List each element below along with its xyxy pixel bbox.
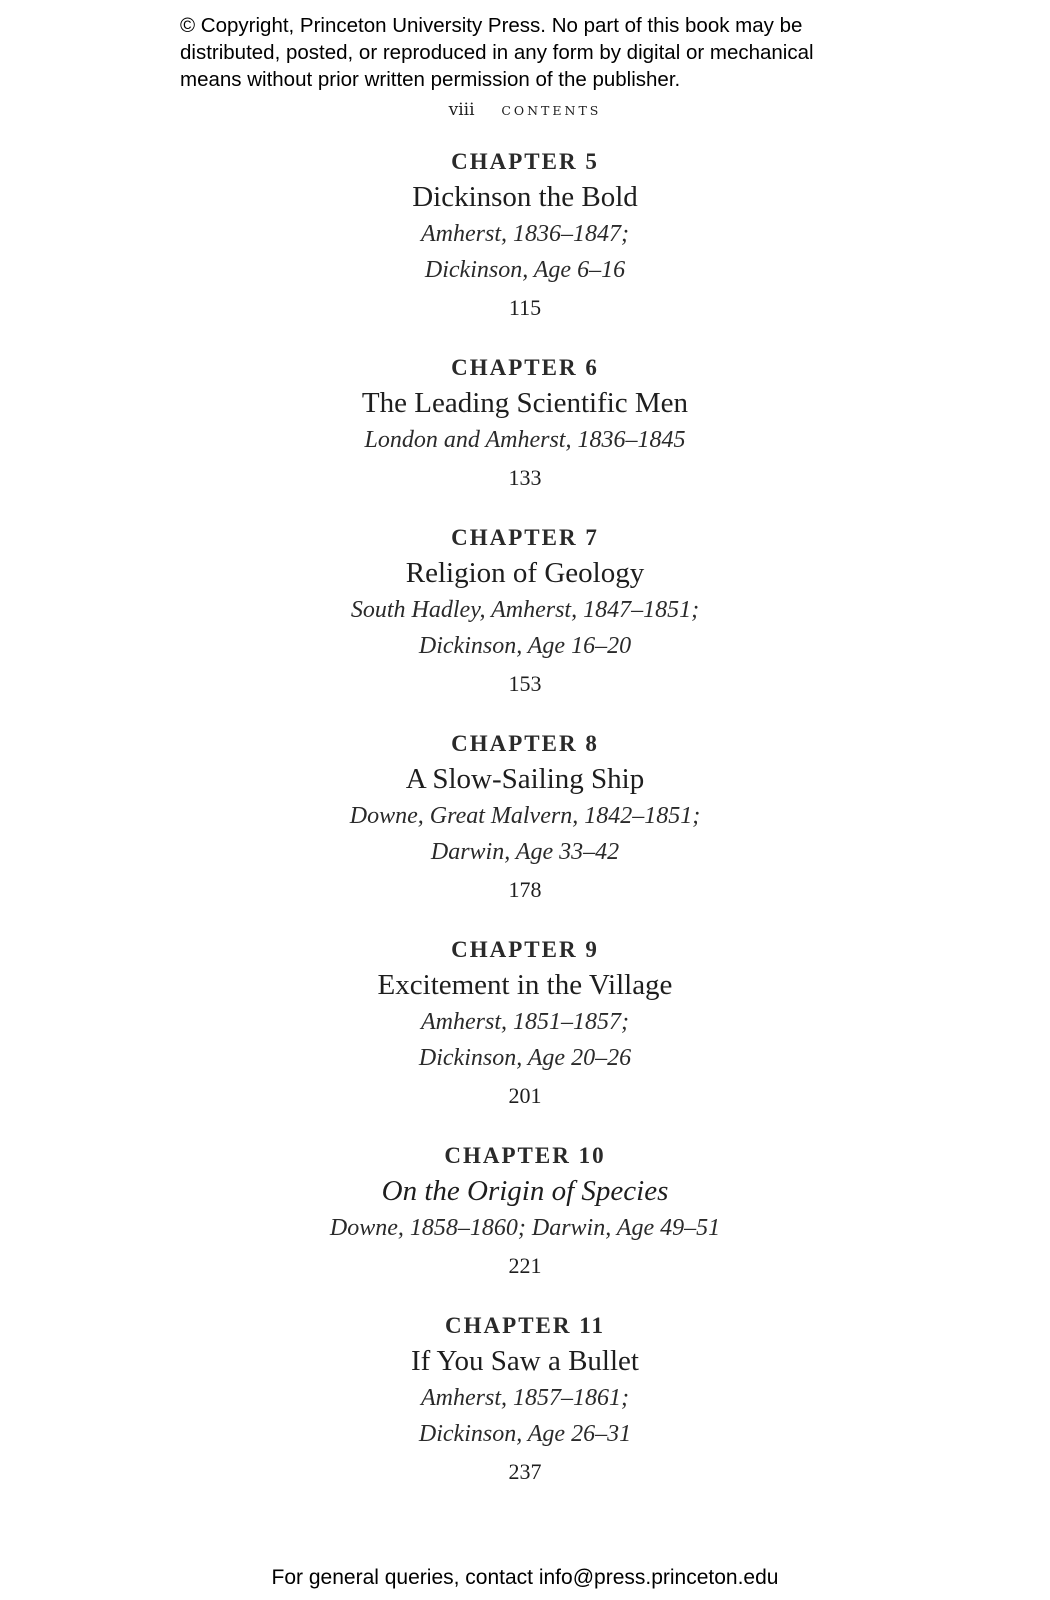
chapter-title: Excitement in the Village [377, 969, 673, 1001]
toc-entry-chapter-10[interactable] [0, 1140, 1050, 1284]
footer-contact: For general queries, contact info@press.princeton.edu [271, 1566, 779, 1589]
copyright-line: means without prior written permission of the publisher. [180, 68, 681, 91]
chapter-subtitle: Amherst, 1857–1861; [421, 1385, 629, 1411]
section-title: CONTENTS [501, 103, 602, 118]
chapter-page-number: 237 [508, 1459, 542, 1484]
chapter-page-number: 153 [508, 671, 542, 696]
chapter-subtitle: London and Amherst, 1836–1845 [364, 427, 686, 453]
toc-entry-chapter-9[interactable] [0, 934, 1050, 1114]
chapter-title: A Slow-Sailing Ship [405, 763, 645, 795]
chapter-subtitle: Downe, 1858–1860; Darwin, Age 49–51 [329, 1215, 721, 1241]
chapter-subtitle: Dickinson, Age 16–20 [418, 633, 632, 659]
chapter-page-number: 221 [508, 1253, 542, 1278]
toc-entry-chapter-6[interactable] [0, 352, 1050, 496]
chapter-label: CHAPTER 5 [451, 149, 599, 174]
chapter-label: CHAPTER 7 [451, 525, 599, 550]
chapter-subtitle: South Hadley, Amherst, 1847–1851; [350, 597, 700, 623]
chapter-subtitle: Dickinson, Age 26–31 [418, 1421, 632, 1447]
toc-entry-chapter-7[interactable] [0, 522, 1050, 702]
chapter-page-number: 115 [508, 295, 542, 320]
chapter-title: On the Origin of Species [381, 1175, 669, 1207]
chapter-title: If You Saw a Bullet [411, 1345, 639, 1377]
chapter-subtitle: Amherst, 1836–1847; [421, 221, 629, 247]
toc-entry-chapter-8[interactable] [0, 728, 1050, 908]
chapter-subtitle: Dickinson, Age 6–16 [424, 257, 626, 283]
chapter-page-number: 133 [508, 465, 542, 490]
chapter-title: Dickinson the Bold [412, 181, 638, 213]
chapter-page-number: 201 [508, 1083, 542, 1108]
copyright-notice [180, 12, 900, 93]
chapter-label: CHAPTER 10 [444, 1143, 606, 1168]
chapter-page-number: 178 [508, 877, 542, 902]
chapter-subtitle: Dickinson, Age 20–26 [418, 1045, 632, 1071]
chapter-title: The Leading Scientific Men [361, 387, 689, 419]
table-of-contents [0, 146, 1050, 1516]
chapter-label: CHAPTER 9 [451, 937, 599, 962]
chapter-label: CHAPTER 11 [445, 1313, 605, 1338]
chapter-label: CHAPTER 6 [451, 355, 599, 380]
chapter-label: CHAPTER 8 [451, 731, 599, 756]
copyright-line: © Copyright, Princeton University Press. No part of this book may be [180, 14, 803, 37]
chapter-title: Religion of Geology [405, 557, 645, 589]
chapter-subtitle: Downe, Great Malvern, 1842–1851; [349, 803, 701, 829]
copyright-line: distributed, posted, or reproduced in any form by digital or mechanical [180, 41, 814, 64]
running-head [0, 100, 1050, 120]
chapter-subtitle: Amherst, 1851–1857; [421, 1009, 629, 1035]
toc-entry-chapter-11[interactable] [0, 1310, 1050, 1490]
toc-entry-chapter-5[interactable] [0, 146, 1050, 326]
page-folio: viii [448, 100, 475, 120]
chapter-subtitle: Darwin, Age 33–42 [430, 839, 620, 865]
